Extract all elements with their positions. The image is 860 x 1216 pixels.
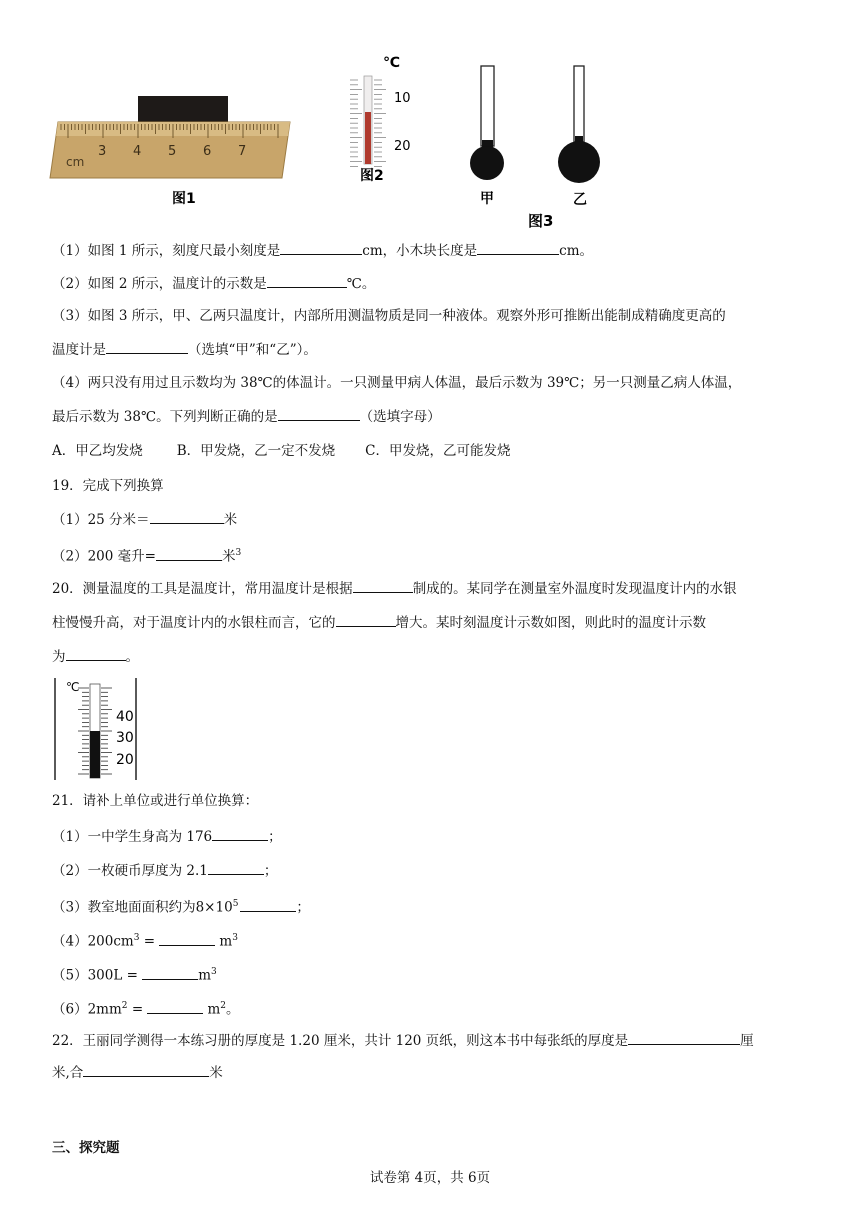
q18-options [52,441,511,461]
q21-p4-sup: 3 [133,933,140,943]
q19-p2-unit: 米 [221,548,236,565]
q18-part2 [52,273,375,294]
page-number: 试卷第 4页，共 6页 [369,1170,491,1186]
answer-blank[interactable] [156,546,222,561]
option-b: B．甲发烧，乙一定不发烧 [176,443,336,459]
q19-part2 [52,543,241,567]
q18-p1-text: （1）如图 1 所示，刻度尺最小刻度是 [52,243,281,259]
q21-p1-text: （1）一中学生身高为 176 [52,829,213,845]
q18-p4-text2: 最后示数为 38℃。下列判断正确的是 [52,409,278,425]
option-a: A．甲乙均发烧 [52,443,143,459]
ruler-label-7: 7 [238,144,247,159]
q21-p3-expr: 8×10 [195,899,233,916]
q20-text6: 。 [125,649,139,665]
q19-p2-text: （2）200 毫升= [52,548,156,565]
section-heading [52,1138,120,1158]
q20-text3: 柱慢慢升高，对于温度计内的水银柱而言，它的 [52,615,336,631]
figures-row [0,0,860,235]
q20-text5: 为 [52,649,66,665]
fig1-caption: 图1 [172,191,196,207]
q19-part1 [52,509,237,530]
q21-p6-expr: 2mm [87,1001,122,1018]
q22-text4: 米 [209,1065,223,1081]
q22-text2: 厘 [740,1033,754,1049]
q21-p1-semicolon: ； [268,829,282,845]
wooden-block [138,96,228,122]
q21-p6-sup: 2 [121,1001,128,1011]
thermometer-q20 [52,676,142,782]
q18-part1 [52,240,593,261]
fig2-label-20: 20 [394,139,411,154]
page-footer [0,1168,860,1188]
q20-text2: 制成的。某同学在测量室外温度时发现温度计内的水银 [412,581,737,597]
q18-p4-text: （4）两只没有用过且示数均为 38℃的体温计。一只测量甲病人体温，最后示数为 39℃；另一只测量乙病人体温， [52,375,742,391]
q21-p5-unit-sup: 3 [211,967,217,977]
q21-p3-semicolon: ； [296,899,310,916]
q21-title-text: 21．请补上单位或进行单位换算： [52,793,259,809]
q20-label-30: 30 [116,730,134,746]
q20-line3 [52,646,139,667]
ruler-unit: cm [66,155,85,169]
q20-text4: 增大。某时刻温度计示数如图，则此时的温度计示数 [395,615,706,631]
answer-blank[interactable] [353,578,413,593]
q21-p2-text: （2）一枚硬币厚度为 2.1 [52,863,208,879]
ruler-label-4: 4 [133,144,142,159]
answer-blank[interactable] [628,1030,740,1045]
yi-bulb [558,141,600,183]
q21-p6-period: 。 [225,1001,240,1018]
q19-p1-unit: 米 [223,512,238,528]
answer-blank[interactable] [66,646,126,661]
answer-blank[interactable] [208,860,264,875]
q20-line2 [52,612,706,633]
q20-label-20: 20 [116,752,134,768]
ruler-figure [50,96,290,207]
answer-blank[interactable] [477,240,559,255]
q22-text3: 米,合 [52,1065,84,1081]
q18-part4-line1 [52,373,741,393]
q18-p1-text3: cm。 [559,243,594,259]
q21-p5-unit: m [198,967,212,984]
q18-p3-text2: 温度计是 [52,342,106,358]
q21-p5-expr: 300L = [87,967,143,984]
ruler-label-6: 6 [203,144,212,159]
jia-bulb [470,146,504,180]
answer-blank[interactable] [147,999,203,1014]
q20-label-40: 40 [116,709,134,725]
answer-blank[interactable] [212,826,268,841]
thermometers-fig3 [470,66,600,230]
fig2-caption: 图2 [360,168,384,184]
q21-part2 [52,860,277,881]
q21-p4-text: （4） [52,933,88,950]
answer-blank[interactable] [142,965,198,980]
jia-tube [481,66,494,146]
answer-blank[interactable] [267,273,347,288]
q21-part4 [52,928,238,952]
q21-p3-text: （3）教室地面面积约为 [52,899,196,916]
yi-label: 乙 [573,192,587,208]
q21-p4-eq: = [139,933,160,950]
q21-p2-semicolon: ； [263,863,278,879]
q21-title [52,791,258,811]
q18-p1-text2: cm，小木块长度是 [362,243,478,259]
q21-p4-expr: 200cm [87,933,134,950]
q21-p4-unit: m [219,933,233,950]
answer-blank[interactable] [336,612,396,627]
q22-line2 [52,1062,223,1083]
fig3-caption: 图3 [528,212,554,230]
q21-part1 [52,826,282,847]
q21-p6-unit: m [207,1001,221,1018]
q20-mercury-column [90,731,100,778]
q19-title-text: 19．完成下列换算 [52,478,164,494]
ruler-label-5: 5 [168,144,177,159]
q21-part6 [52,996,239,1020]
q22-text1: 22．王丽同学测得一本练习册的厚度是 1.20 厘米，共计 120 页纸，则这本书中每张纸的厚度是 [52,1033,629,1049]
q18-p4-text3: （选填字母） [359,409,441,425]
fig2-label-10: 10 [394,91,411,106]
fig2-liquid-column [365,112,371,164]
q20-text1: 20．测量温度的工具是温度计，常用温度计是根据 [52,581,353,597]
ruler-label-3: 3 [98,144,107,159]
answer-blank[interactable] [240,897,296,912]
option-c: C．甲发烧，乙可能发烧 [365,443,511,459]
q18-p3-text3: （选填“甲”和“乙”）。 [188,342,317,358]
q21-p6-eq: = [127,1001,148,1018]
q18-p2-text2: ℃。 [346,276,376,292]
q21-p3-sup: 5 [232,899,239,909]
q20-unit: ℃ [66,680,80,694]
q21-part5 [52,962,217,986]
answer-blank[interactable] [280,240,362,255]
q18-part4-line2 [52,406,441,427]
q19-p2-sup: 3 [235,548,242,558]
q21-p4-unit-sup: 3 [232,933,238,943]
thermometer-fig2 [350,55,411,184]
answer-blank[interactable] [83,1062,209,1077]
q18-p3-text: （3）如图 3 所示，甲、乙两只温度计，内部所用测温物质是同一种液体。观察外形可推断出能制成精确度更高的 [52,308,726,324]
q21-p6-unit-sup: 2 [220,1001,226,1011]
q22-line1 [52,1030,754,1051]
fig2-unit: ℃ [383,55,400,71]
answer-blank[interactable] [159,931,215,946]
q21-p6-text: （6） [52,1001,88,1018]
q18-part3-line1 [52,306,726,326]
yi-tube [574,66,584,142]
q20-line1 [52,578,737,599]
answer-blank[interactable] [150,509,224,524]
section-heading-text: 三、探究题 [52,1140,120,1156]
q18-part3-line2 [52,339,317,360]
q18-p2-text: （2）如图 2 所示，温度计的示数是 [52,276,267,292]
answer-blank[interactable] [106,339,188,354]
q21-p5-text: （5） [52,967,88,984]
q19-p1-text: （1）25 分米＝ [52,512,150,528]
q19-title [52,476,164,496]
answer-blank[interactable] [278,406,360,421]
q21-part3 [52,894,310,918]
jia-label: 甲 [480,191,494,207]
